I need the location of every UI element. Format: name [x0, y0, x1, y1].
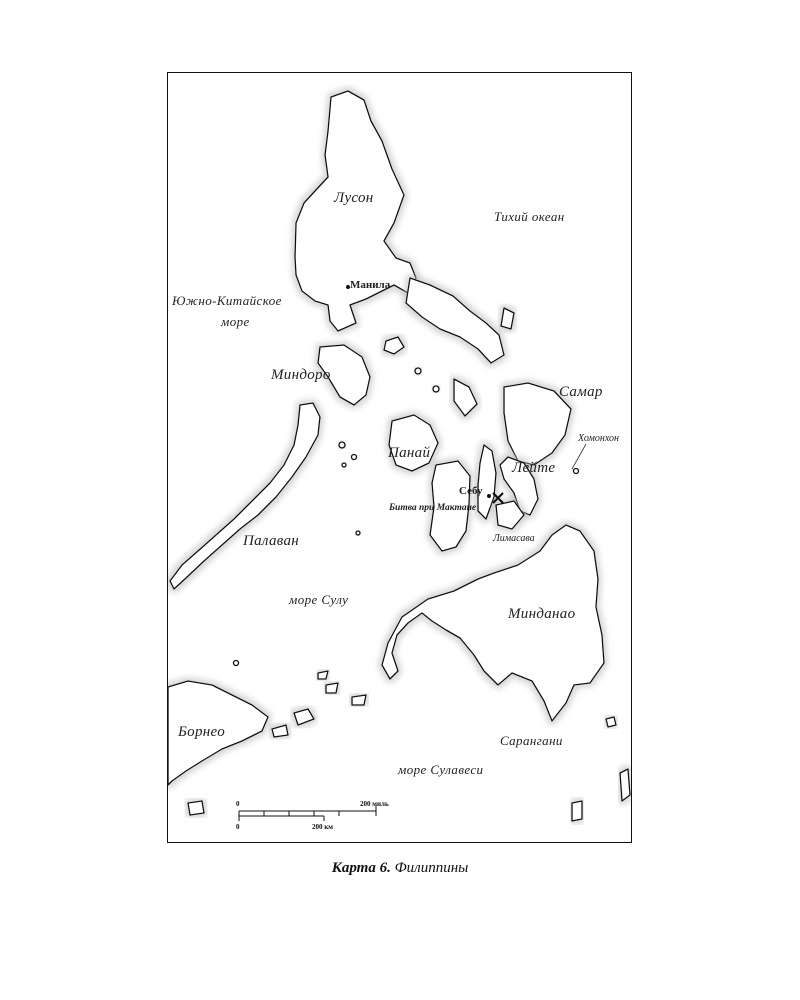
battle-marker-icon	[493, 493, 503, 503]
panay-island	[389, 415, 438, 471]
caption-title: Карта 6.	[331, 860, 391, 876]
label-borneo: Борнео	[178, 724, 226, 740]
label-sarangani: Сарангани	[500, 733, 563, 748]
label-panay: Панай	[388, 445, 431, 461]
sulu-island-4	[272, 725, 288, 737]
sarangani-island	[606, 717, 616, 727]
sulu-island-5	[318, 671, 328, 679]
label-palawan: Палаван	[243, 533, 300, 549]
map-caption	[0, 860, 800, 877]
homonhon-pointer	[572, 444, 586, 469]
label-luzon: Лусон	[334, 190, 374, 206]
label-south-china-sea-line2: море	[221, 314, 250, 329]
islet-8	[574, 469, 579, 474]
label-south-china-sea-line1: Южно-Китайское	[172, 293, 282, 308]
caption-text: Филиппины	[390, 860, 469, 876]
bicol-peninsula	[406, 278, 504, 363]
cebu-city-dot	[487, 494, 491, 498]
sangihe-island	[572, 801, 582, 821]
islet-5	[433, 386, 439, 392]
islet-7	[356, 531, 360, 535]
scale-km-label: 200 км	[312, 823, 334, 831]
sulu-island-3	[294, 709, 314, 725]
masbate-island	[454, 379, 477, 416]
label-leyte: Лейте	[512, 460, 556, 476]
label-mindanao: Минданао	[508, 606, 576, 622]
sulu-island-2	[352, 695, 366, 705]
marinduque-island	[384, 337, 404, 354]
islet-4	[415, 368, 421, 374]
label-samar: Самар	[559, 384, 603, 400]
islet-2	[352, 455, 357, 460]
scale-bar	[239, 806, 376, 821]
label-sulu-sea: море Сулу	[289, 592, 349, 607]
mindanao-island	[382, 525, 604, 721]
cebu-island	[478, 445, 496, 519]
label-pacific-ocean: Тихий океан	[494, 209, 565, 224]
label-battle-of-mactan: Битва при Мактане	[389, 503, 477, 513]
label-limasawa: Лимасава	[493, 533, 535, 544]
islet-1	[339, 442, 345, 448]
scale-km-zero: 0	[236, 823, 240, 831]
map-frame	[167, 72, 632, 843]
islet-3	[342, 463, 346, 467]
borneo-islet	[188, 801, 204, 815]
label-celebes-sea: море Сулавеси	[398, 762, 484, 777]
scale-miles-zero: 0	[236, 800, 240, 808]
luzon-island	[295, 91, 416, 331]
islet-6	[234, 661, 239, 666]
sulu-island-1	[326, 683, 338, 693]
label-mindoro: Миндоро	[271, 367, 331, 383]
label-homonhon: Хомонхон	[578, 433, 620, 444]
talaud-island-1	[620, 769, 630, 801]
label-manila: Манила	[350, 279, 391, 291]
catanduanes-island	[501, 308, 514, 329]
label-cebu: Себу	[459, 485, 483, 497]
scale-miles-label: 200 миль	[360, 800, 389, 808]
palawan-island	[170, 403, 320, 589]
